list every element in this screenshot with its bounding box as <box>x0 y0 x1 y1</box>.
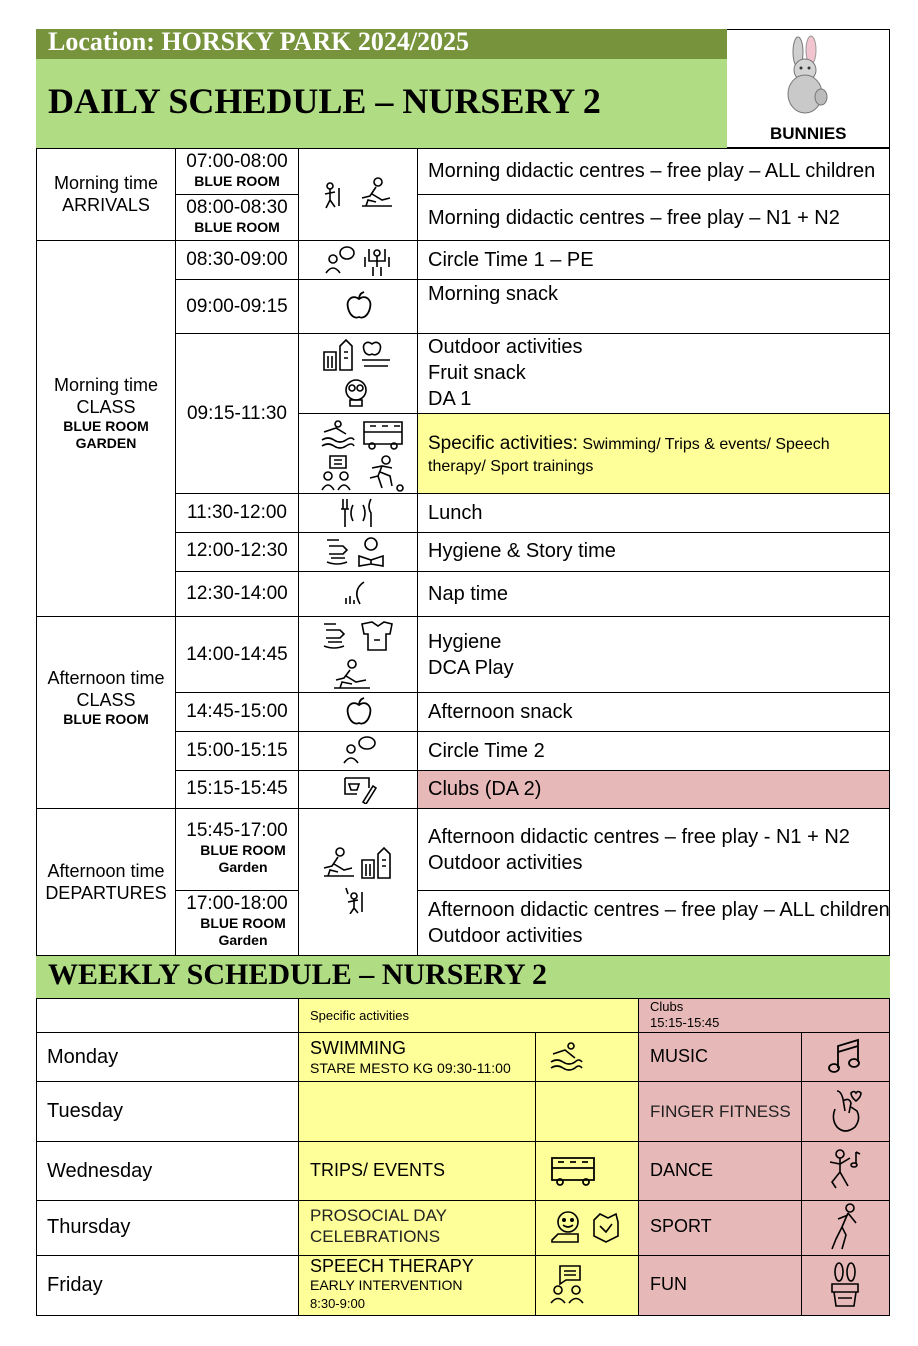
bunny-logo-icon <box>776 32 836 116</box>
club-name: MUSIC <box>650 1046 708 1066</box>
time-slot: 09:00-09:15 <box>186 296 288 317</box>
activity-text: Nap time <box>428 583 509 605</box>
lunch-icon <box>339 497 377 529</box>
time-slot: 08:30-09:00 <box>186 249 288 270</box>
music-note-icon <box>826 1038 862 1076</box>
section-afternoon-departures: Afternoon time DEPARTURES <box>45 861 167 903</box>
time-slot: 14:45-15:00 <box>186 701 288 722</box>
time-slot: 07:00-08:00 BLUE ROOM <box>186 151 288 189</box>
nap-icon <box>344 580 374 608</box>
weekly-title: WEEKLY SCHEDULE – NURSERY 2 <box>48 958 548 991</box>
activity-list: Hygiene DCA Play <box>428 631 514 679</box>
hygiene-story-icon <box>325 536 389 568</box>
bunny-basket-icon <box>830 1262 860 1308</box>
clubs-icon <box>343 774 377 804</box>
group-name: BUNNIES <box>770 124 847 143</box>
activity-list: Outdoor activities Fruit snack DA 1 <box>428 336 583 410</box>
weekly-activity: SPEECH THERAPY EARLY INTERVENTION 8:30-9:00 <box>310 1256 474 1311</box>
location-text: Location: HORSKY PARK 2024/2025 <box>48 27 470 56</box>
smile-gift-icon <box>550 1208 620 1246</box>
club-name: FINGER FITNESS <box>650 1102 791 1121</box>
time-slot: 15:45-17:00 BLUE ROOM Garden <box>186 820 288 875</box>
time-slot: 11:30-12:00 <box>186 502 287 523</box>
specific-header: Specific activities <box>310 1008 409 1023</box>
day-label: Tuesday <box>47 1100 123 1122</box>
outdoor-snack-icon <box>322 338 396 410</box>
activity-text: Morning snack <box>428 283 559 305</box>
apple-icon <box>344 291 374 321</box>
dancer-icon <box>826 1148 864 1190</box>
day-label: Wednesday <box>47 1160 153 1182</box>
day-label: Friday <box>47 1274 103 1296</box>
weekly-activity: TRIPS/ EVENTS <box>310 1160 446 1180</box>
time-slot: 09:15-11:30 <box>186 403 287 424</box>
apple-icon <box>344 697 374 727</box>
activity-text: Morning didactic centres – free play – N1 + N2 <box>428 207 840 229</box>
section-morning-arrivals: Morning time ARRIVALS <box>53 173 159 215</box>
day-label: Thursday <box>47 1216 131 1238</box>
activity-list: Afternoon didactic centres – free play – ALL children Outdoor activities <box>428 899 890 947</box>
specific-activities-icon <box>320 416 406 492</box>
time-slot: 08:00-08:30 BLUE ROOM <box>186 197 288 235</box>
section-morning-class: Morning time CLASS BLUE ROOM GARDEN <box>53 375 159 451</box>
swimming-icon <box>549 1040 583 1074</box>
club-name: FUN <box>650 1274 687 1294</box>
activity-text: Clubs (DA 2) <box>428 778 542 800</box>
time-slot: 15:15-15:45 <box>186 778 288 799</box>
activity-text: Circle Time 2 <box>428 740 545 762</box>
weekly-activity: SWIMMING STARE MESTO KG 09:30-11:00 <box>310 1038 511 1076</box>
bus-icon <box>550 1152 596 1188</box>
time-slot: 17:00-18:00 BLUE ROOM Garden <box>186 893 288 948</box>
circle-time-icon <box>343 735 377 765</box>
activity-text: Lunch <box>428 502 483 524</box>
club-name: SPORT <box>650 1216 712 1236</box>
finger-heart-icon <box>827 1089 863 1135</box>
play-outdoor-icon <box>322 846 396 914</box>
activity-text: Morning didactic centres – free play – ALL children <box>428 160 876 182</box>
hygiene-dca-icon <box>322 620 394 690</box>
activity-list: Afternoon didactic centres – free play - N1 + N2 Outdoor activities <box>428 826 850 874</box>
weekly-activity: PROSOCIAL DAY CELEBRATIONS <box>310 1206 447 1246</box>
activity-text: Circle Time 1 – PE <box>428 249 594 271</box>
time-slot: 15:00-15:15 <box>186 740 288 761</box>
play-children-icon <box>322 176 396 212</box>
club-name: DANCE <box>650 1160 714 1180</box>
circle-time-pe-icon <box>325 245 395 277</box>
section-afternoon-class: Afternoon time CLASS BLUE ROOM <box>47 668 165 727</box>
activity-text: Hygiene & Story time <box>428 540 616 562</box>
activity-text: Afternoon snack <box>428 701 573 723</box>
time-slot: 12:30-14:00 <box>186 583 288 604</box>
specific-activities-text: Specific activities: Swimming/ Trips & events/ Speech therapy/ Sport trainings <box>428 433 830 475</box>
runner-icon <box>830 1203 860 1251</box>
clubs-header: Clubs 15:15-15:45 <box>650 999 720 1030</box>
time-slot: 14:00-14:45 <box>186 644 288 665</box>
page-title: DAILY SCHEDULE – NURSERY 2 <box>48 81 601 121</box>
speech-icon <box>550 1264 586 1304</box>
time-slot: 12:00-12:30 <box>186 540 288 561</box>
day-label: Monday <box>47 1046 119 1068</box>
